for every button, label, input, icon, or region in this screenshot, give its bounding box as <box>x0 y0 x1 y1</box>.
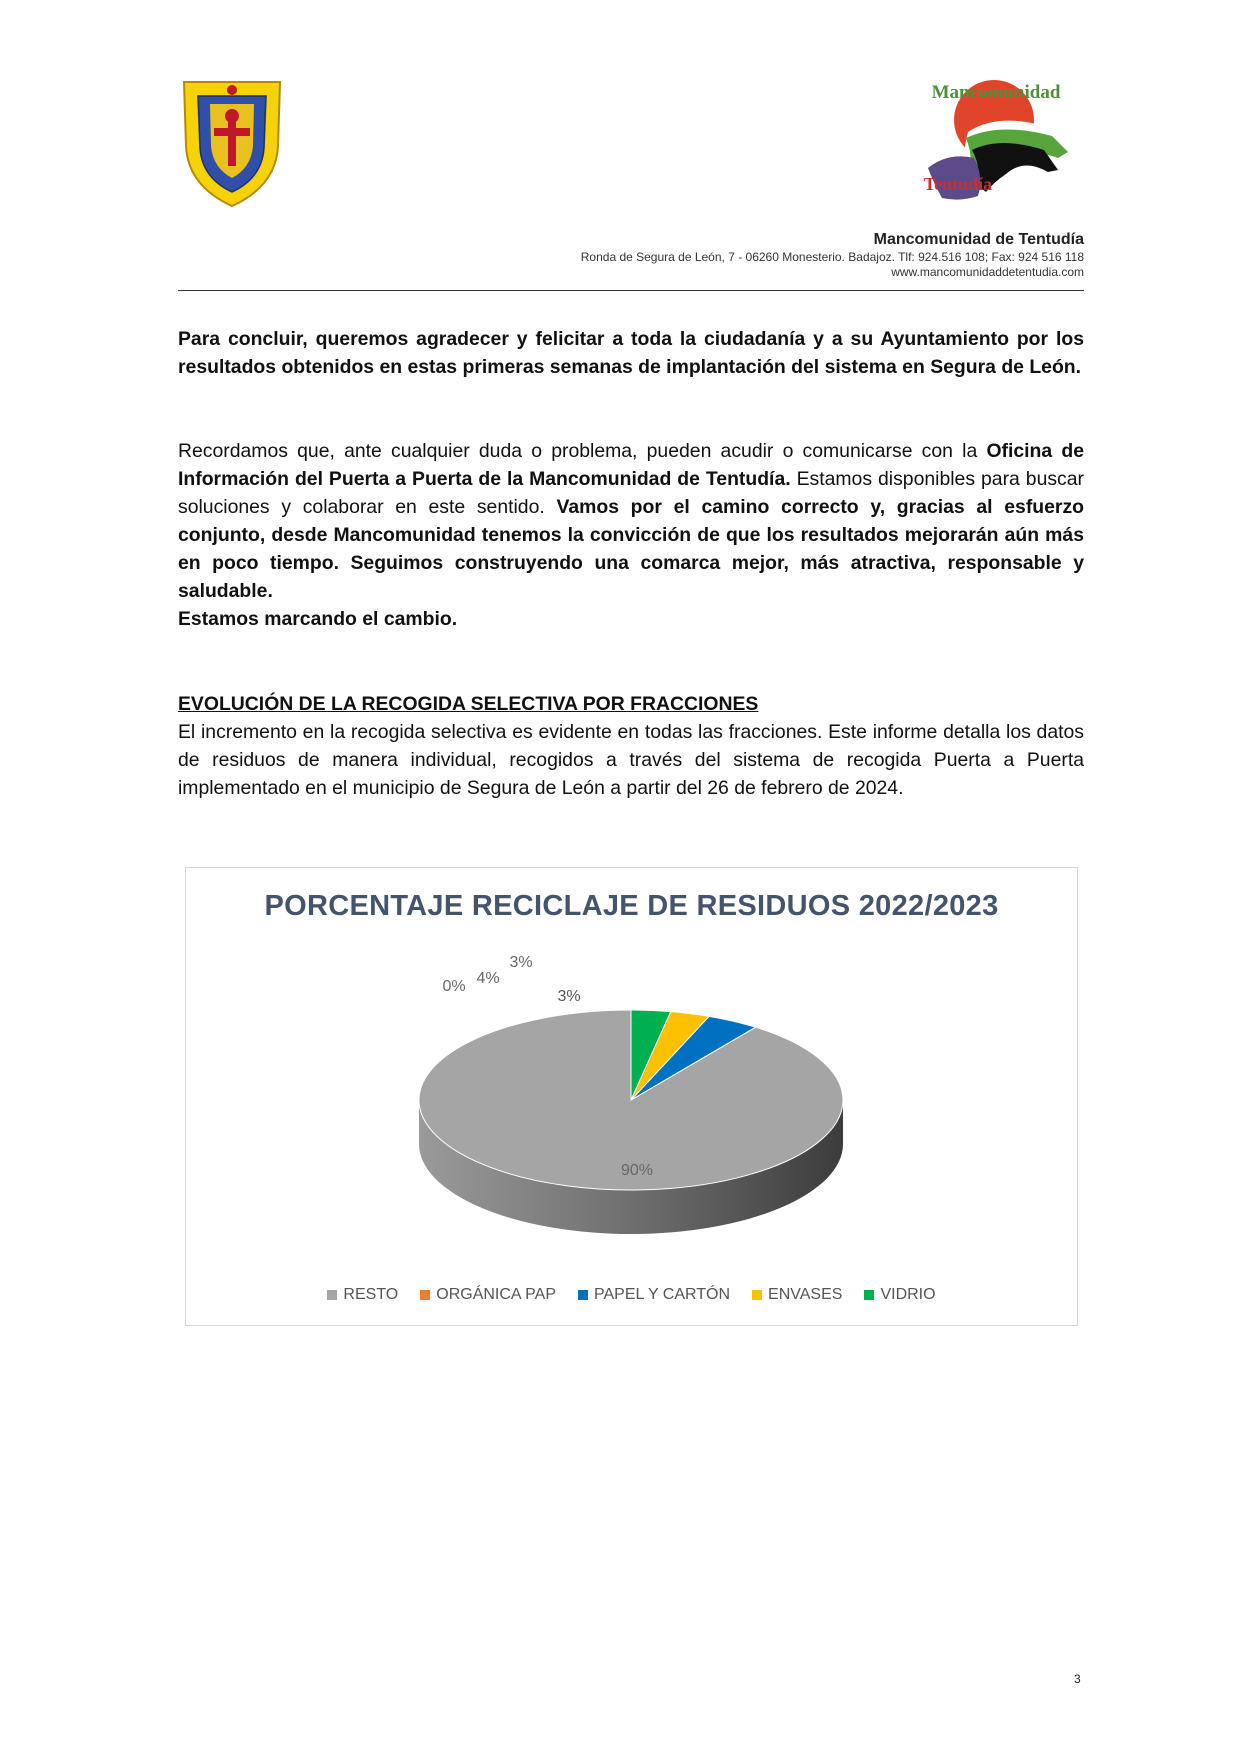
org-name: Mancomunidad de Tentudía <box>873 231 1084 248</box>
org-website: www.mancomunidaddetentudia.com <box>891 265 1084 279</box>
header-divider <box>178 290 1084 291</box>
p2-slogan: Estamos marcando el cambio. <box>178 608 458 630</box>
paragraph-contact-office <box>178 437 1084 633</box>
p2-seg1: Recordamos que, ante cualquier duda o problema, pueden acudir o comunicarse con la <box>178 440 987 462</box>
pie-chart-plot <box>186 868 1077 1325</box>
mancomunidad-tentudia-logo <box>908 72 1080 212</box>
section-paragraph: El incremento en la recogida selectiva es evidente en todas las fracciones. Este informe detalla los datos de residuos de manera individual, recogidos a través del sistema de recogida Puerta a Puerta implementado en el municipio de Segura de León a partir del 26 de febrero de 2024. <box>178 721 1084 799</box>
p2-conviction: Vamos por el camino correcto y, gracias al esfuerzo conjunto, desde Mancomunidad tenemos la convicción de que los resultados mejorarán aún más en poco tiempo. Seguimos construyendo una comarca mejor, más atractiva, responsable y saludable. <box>178 496 1084 602</box>
chart-title: PORCENTAJE RECICLAJE DE RESIDUOS 2022/2023 <box>264 890 999 922</box>
legend-label: ENVASES <box>768 1286 843 1303</box>
segura-coat-of-arms-logo <box>180 76 284 210</box>
legend-label: RESTO <box>343 1286 399 1303</box>
legend-swatch <box>864 1290 874 1300</box>
pie-chart <box>185 867 1078 1326</box>
logo-right-top-text: Mancomunidad <box>931 82 1061 103</box>
data-label-envases: 3% <box>509 954 533 971</box>
page-number: 3 <box>1074 1672 1081 1686</box>
legend-label: ORGÁNICA PAP <box>436 1286 556 1303</box>
legend-swatch <box>752 1290 762 1300</box>
letterhead-contact <box>581 230 1084 280</box>
paragraph-conclusion: Para concluir, queremos agradecer y felicitar a toda la ciudadanía y a su Ayuntamiento por los resultados obtenidos en estas primeras semanas de implantación del sistema en Segura de León. <box>178 328 1084 378</box>
section-title: EVOLUCIÓN DE LA RECOGIDA SELECTIVA POR FRACCIONES <box>178 693 759 715</box>
legend-item-vidrio <box>864 1286 935 1304</box>
legend-label: VIDRIO <box>880 1286 936 1303</box>
legend-item-papel-y-cart-n <box>578 1286 730 1304</box>
data-label-org-nica-pap: 0% <box>442 978 466 995</box>
data-label-papel-y-cart-n: 4% <box>476 970 500 987</box>
legend-item-resto <box>327 1286 398 1304</box>
data-label-resto: 90% <box>620 1162 654 1179</box>
p2-office-name: Oficina de Información del Puerta a Puerta de la Mancomunidad de Tentudía. <box>178 440 1084 490</box>
legend-label: PAPEL Y CARTÓN <box>593 1286 731 1303</box>
p2-seg3: Estamos disponibles para buscar soluciones y colaborar en este sentido. <box>178 468 1084 518</box>
data-label-vidrio: 3% <box>557 988 581 1005</box>
legend-swatch <box>578 1290 588 1300</box>
legend-item-envases <box>752 1286 842 1304</box>
legend-item-org-nica-pap <box>420 1286 556 1304</box>
legend-swatch <box>327 1290 337 1300</box>
chart-legend <box>186 1286 1077 1304</box>
legend-swatch <box>420 1290 430 1300</box>
logo-right-bottom-text: Tentudía <box>923 174 993 194</box>
org-address: Ronda de Segura de León, 7 - 06260 Monesterio. Badajoz. Tlf: 924.516 108; Fax: 924 516 118 <box>580 250 1084 264</box>
